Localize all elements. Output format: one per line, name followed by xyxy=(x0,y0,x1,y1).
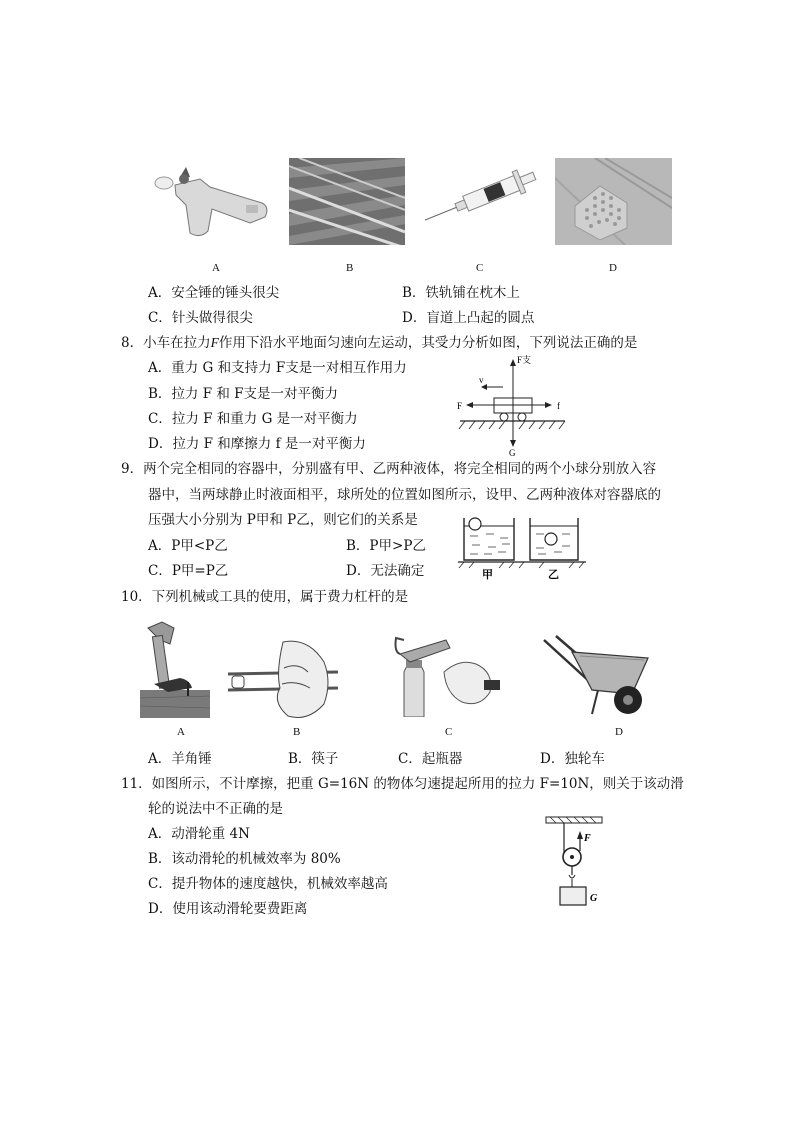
q9-option-d: D．无法确定 xyxy=(346,563,425,579)
syringe-photo xyxy=(425,168,537,230)
railway-photo xyxy=(289,158,405,245)
q10-option-d: D．独轮车 xyxy=(540,751,605,767)
force-label-friction: f xyxy=(557,401,560,411)
q7-label-b: B xyxy=(346,262,354,274)
q11-option-a: A．动滑轮重 4N xyxy=(148,826,250,842)
q10-label-d: D xyxy=(615,726,623,738)
q9-option-c: C．P甲=P乙 xyxy=(148,563,229,579)
q11-option-d: D．使用该动滑轮要费距离 xyxy=(148,901,308,917)
bottle-opener-photo xyxy=(390,632,500,717)
chopsticks-photo xyxy=(228,632,338,722)
q10-option-b: B．筷子 xyxy=(288,751,339,767)
q7-label-c: C xyxy=(476,262,484,274)
q9-option-b: B．P甲>P乙 xyxy=(346,538,426,554)
pull-force-label: F xyxy=(584,833,591,844)
q10-label-b: B xyxy=(293,726,301,738)
cart-force-diagram xyxy=(455,353,575,458)
q10-label-c: C xyxy=(445,726,453,738)
q10-label-a: A xyxy=(177,726,185,738)
q11-option-b: B．该动滑轮的机械效率为 80% xyxy=(148,851,341,867)
weight-label: G xyxy=(590,893,598,904)
safety-hammer-photo xyxy=(150,165,275,250)
q7-option-c: C．针头做得很尖 xyxy=(148,310,253,326)
q10-option-c: C．起瓶器 xyxy=(398,751,463,767)
q8-stem: 8．小车在拉力F作用下沿水平地面匀速向左运动，其受力分析如图，下列说法正确的是 xyxy=(121,335,638,351)
q11-stem-line1: 11．如图所示，不计摩擦，把重 G=16N 的物体匀速提起所用的拉力 F=10N，则关于该动滑 xyxy=(121,776,684,792)
q7-option-a: A．安全锤的锤头很尖 xyxy=(148,285,280,301)
q11-stem-line2: 轮的说法中不正确的是 xyxy=(148,801,283,817)
q8-option-d: D．拉力 F 和摩擦力 f 是一对平衡力 xyxy=(148,436,366,452)
q11-option-c: C．提升物体的速度越快，机械效率越高 xyxy=(148,876,388,892)
q7-label-d: D xyxy=(609,262,617,274)
force-label-gravity: G xyxy=(509,448,516,458)
movable-pulley-diagram xyxy=(540,815,610,910)
q8-option-b: B．拉力 F 和 F支是一对平衡力 xyxy=(148,386,339,402)
q9-stem-line3: 压强大小分别为 P甲和 P乙，则它们的关系是 xyxy=(148,512,418,528)
q9-stem-line2: 器中，当两球静止时液面相平，球所处的位置如图所示，设甲、乙两种液体对容器底的 xyxy=(148,487,661,503)
claw-hammer-photo xyxy=(140,618,210,718)
q8-option-a: A．重力 G 和支持力 F支是一对相互作用力 xyxy=(148,360,407,376)
velocity-label: v xyxy=(479,375,484,385)
q7-option-b: B．铁轨铺在枕木上 xyxy=(402,285,520,301)
q10-stem: 10．下列机械或工具的使用，属于费力杠杆的是 xyxy=(121,589,409,605)
container-label-jia: 甲 xyxy=(482,568,493,581)
wheelbarrow-photo xyxy=(540,632,655,722)
q7-label-a: A xyxy=(212,262,220,274)
q9-option-a: A．P甲<P乙 xyxy=(148,538,228,554)
force-label-pull: F xyxy=(457,401,463,411)
force-label-support: F支 xyxy=(517,355,532,365)
containers-diagram xyxy=(458,512,586,582)
q9-stem-line1: 9．两个完全相同的容器中，分别盛有甲、乙两种液体，将完全相同的两个小球分别放入容 xyxy=(121,461,657,477)
container-label-yi: 乙 xyxy=(548,568,559,581)
q8-option-c: C．拉力 F 和重力 G 是一对平衡力 xyxy=(148,411,358,427)
tactile-paving-photo xyxy=(555,158,672,245)
q7-option-d: D．盲道上凸起的圆点 xyxy=(402,310,535,326)
q10-option-a: A．羊角锤 xyxy=(148,751,212,767)
